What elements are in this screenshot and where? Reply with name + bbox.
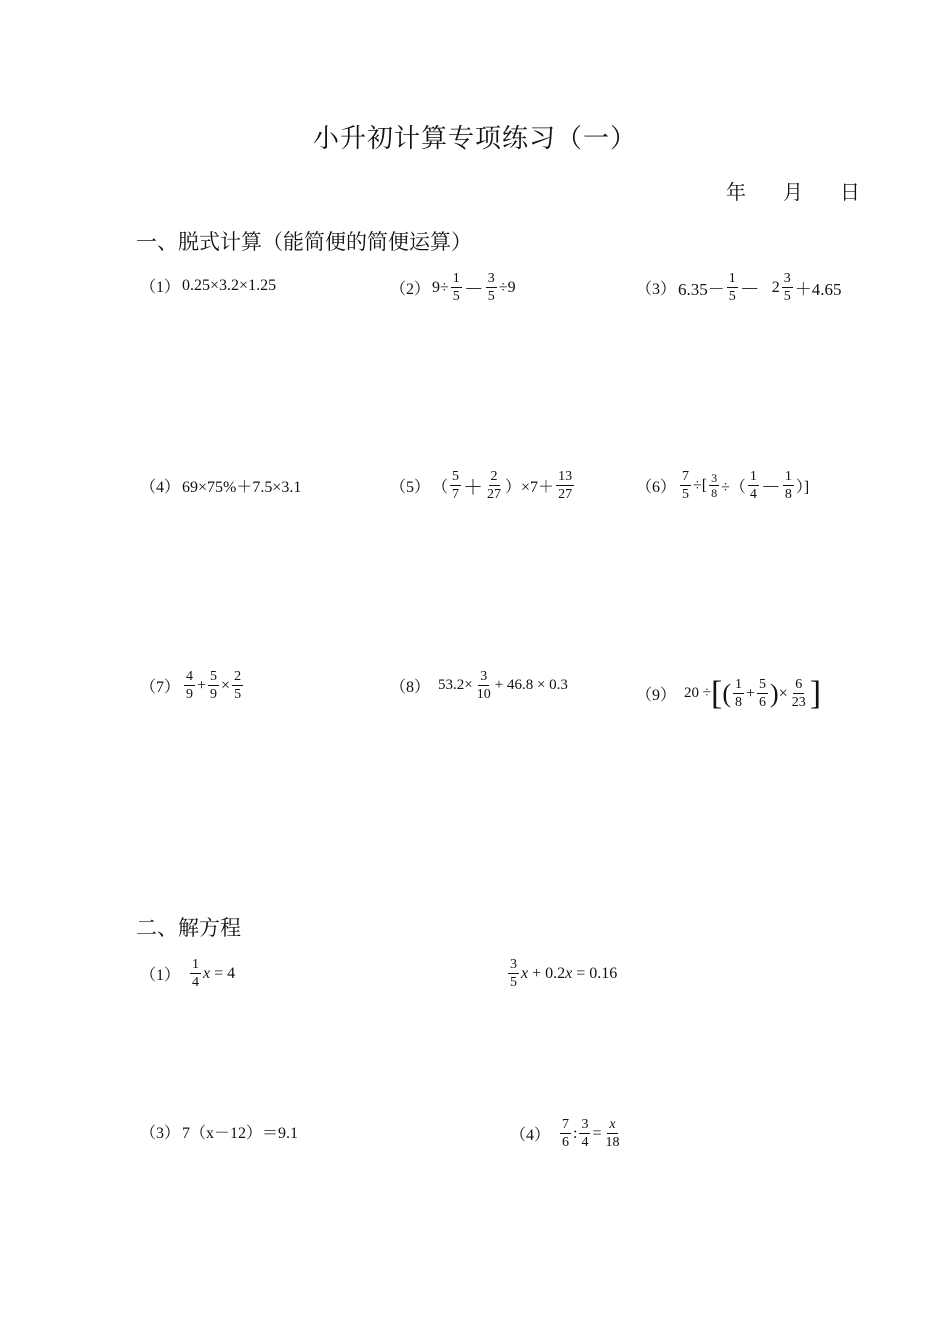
problem-number: （8） xyxy=(390,679,431,696)
variable: x xyxy=(565,964,573,982)
date-day: 日 xyxy=(840,180,860,204)
numerator: 3 xyxy=(510,957,517,972)
mixed-whole: 2 xyxy=(771,278,780,296)
numerator: 3 xyxy=(711,471,718,485)
paren-open: （ xyxy=(432,479,449,496)
fraction xyxy=(783,468,794,503)
denominator: 5 xyxy=(682,487,690,502)
equation-4 xyxy=(510,1116,624,1151)
operator: － xyxy=(739,279,760,301)
problem-number: （3） xyxy=(636,281,677,298)
denominator: 23 xyxy=(791,695,806,710)
fraction xyxy=(208,668,219,703)
denominator: 27 xyxy=(487,487,502,502)
problem-2 xyxy=(390,270,516,305)
expression-part: + 0.2 xyxy=(528,964,566,982)
expression-part: ÷（ xyxy=(721,479,746,496)
fraction xyxy=(748,468,759,503)
variable: x xyxy=(521,964,529,982)
fraction xyxy=(475,668,493,703)
numerator: 1 xyxy=(728,271,736,286)
operator: : xyxy=(573,1124,578,1142)
numerator: 2 xyxy=(234,669,242,684)
numerator: 1 xyxy=(784,469,792,484)
operator: + xyxy=(197,676,207,694)
fraction xyxy=(560,1116,571,1151)
numerator: 7 xyxy=(562,1117,570,1132)
denominator: 8 xyxy=(784,487,792,502)
problem-4 xyxy=(140,474,301,497)
section-1-heading: 一、脱式计算（能简便的简便运算） xyxy=(136,230,472,254)
equation-2 xyxy=(506,956,617,991)
equation-1 xyxy=(140,956,235,991)
operator: × xyxy=(778,684,788,702)
problem-3 xyxy=(636,270,842,305)
page-title: 小升初计算专项练习（一） xyxy=(312,124,637,154)
denominator: 9 xyxy=(186,687,194,702)
denominator: 5 xyxy=(452,289,460,304)
operator: － xyxy=(463,279,484,301)
numerator: 5 xyxy=(210,669,218,684)
paren-close: ) xyxy=(770,678,779,708)
denominator: 4 xyxy=(581,1135,589,1150)
fraction xyxy=(604,1116,622,1151)
problem-number: （3） xyxy=(140,1125,181,1142)
denominator: 4 xyxy=(749,487,757,502)
expression: 69×75%＋7.5×3.1 xyxy=(182,479,302,496)
numerator: 7 xyxy=(682,469,690,484)
problem-8 xyxy=(390,668,568,703)
operator: + xyxy=(746,684,756,702)
bracket-open: [ xyxy=(711,674,723,712)
numerator: 4 xyxy=(186,669,194,684)
expression-part: ＋4.65 xyxy=(794,280,842,299)
operator: × xyxy=(221,676,231,694)
denominator: 5 xyxy=(487,289,495,304)
denominator: 7 xyxy=(452,487,460,502)
denominator: 10 xyxy=(476,687,491,702)
fraction xyxy=(485,468,503,503)
denominator: 5 xyxy=(234,687,242,702)
expression-part: = 0.16 xyxy=(572,964,618,982)
numerator: 3 xyxy=(480,669,488,684)
fraction xyxy=(508,956,519,991)
problem-number: （5） xyxy=(390,479,431,496)
expression-part: 20 ÷ xyxy=(684,685,711,701)
problem-number: （9） xyxy=(636,687,677,704)
denominator: 4 xyxy=(192,975,200,990)
numerator: 1 xyxy=(192,957,200,972)
numerator: 3 xyxy=(487,271,495,286)
problem-number: （2） xyxy=(390,281,431,298)
numerator: 1 xyxy=(749,469,757,484)
fraction xyxy=(790,676,808,711)
numerator: 5 xyxy=(452,469,460,484)
expression-part: 6.35－ xyxy=(678,280,725,299)
denominator: 5 xyxy=(783,289,791,304)
problem-6 xyxy=(636,468,809,503)
fraction xyxy=(782,270,793,305)
expression: 7（x－12）＝9.1 xyxy=(182,1125,299,1142)
denominator: 5 xyxy=(728,289,736,304)
numerator: 3 xyxy=(783,271,791,286)
expression-part: ÷9 xyxy=(498,278,516,296)
numerator: 3 xyxy=(581,1117,589,1132)
numerator: 5 xyxy=(759,677,767,692)
problem-number: （1） xyxy=(140,279,181,296)
fraction xyxy=(680,468,691,503)
fraction xyxy=(190,956,201,991)
problem-5 xyxy=(390,468,576,503)
fraction xyxy=(727,270,738,305)
problem-1 xyxy=(140,274,276,297)
fraction xyxy=(451,270,462,305)
equation-3 xyxy=(140,1120,298,1143)
expression-part: ÷[ xyxy=(693,476,708,494)
denominator: 8 xyxy=(735,695,742,710)
numerator: 1 xyxy=(452,271,460,286)
problem-number: （1） xyxy=(140,967,181,984)
problem-7 xyxy=(140,668,245,703)
denominator: 18 xyxy=(605,1135,620,1150)
expression-part: 53.2× xyxy=(438,677,473,693)
denominator: 8 xyxy=(711,486,718,500)
numerator: 1 xyxy=(735,677,742,692)
fraction xyxy=(232,668,243,703)
operator: ＋ xyxy=(463,477,484,499)
denominator: 27 xyxy=(558,487,573,502)
problem-number: （4） xyxy=(510,1127,551,1144)
fraction xyxy=(486,270,497,305)
numerator: 2 xyxy=(490,469,498,484)
problem-number: （7） xyxy=(140,679,181,696)
operator: = xyxy=(592,1124,602,1142)
fraction xyxy=(556,468,574,503)
expression-part: ）] xyxy=(795,479,810,496)
expression: 0.25×3.2×1.25 xyxy=(182,276,277,294)
fraction xyxy=(184,668,195,703)
bracket-close: ] xyxy=(809,674,822,712)
numerator: 6 xyxy=(795,677,803,692)
expression-part: = 4 xyxy=(210,964,236,982)
expression-part: + 46.8 × 0.3 xyxy=(494,677,568,693)
expression-part: ）×7＋ xyxy=(505,479,555,496)
problem-number: （6） xyxy=(636,479,677,496)
fraction xyxy=(709,471,719,500)
denominator: 6 xyxy=(562,1135,570,1150)
fraction xyxy=(579,1116,590,1151)
denominator: 5 xyxy=(510,975,517,990)
expression-part: 9÷ xyxy=(432,278,449,296)
date-month: 月 xyxy=(783,180,803,204)
fraction xyxy=(757,676,768,711)
fraction xyxy=(733,676,744,711)
date-year: 年 xyxy=(726,180,746,204)
problem-9 xyxy=(636,676,821,711)
variable: x xyxy=(203,964,211,982)
denominator: 6 xyxy=(759,695,767,710)
paren-open: ( xyxy=(722,678,731,708)
denominator: 9 xyxy=(210,687,218,702)
numerator: x xyxy=(609,1117,616,1132)
section-2-heading: 二、解方程 xyxy=(136,916,241,940)
problem-number: （4） xyxy=(140,479,181,496)
fraction xyxy=(450,468,461,503)
numerator: 13 xyxy=(558,469,573,484)
operator: － xyxy=(760,477,781,499)
